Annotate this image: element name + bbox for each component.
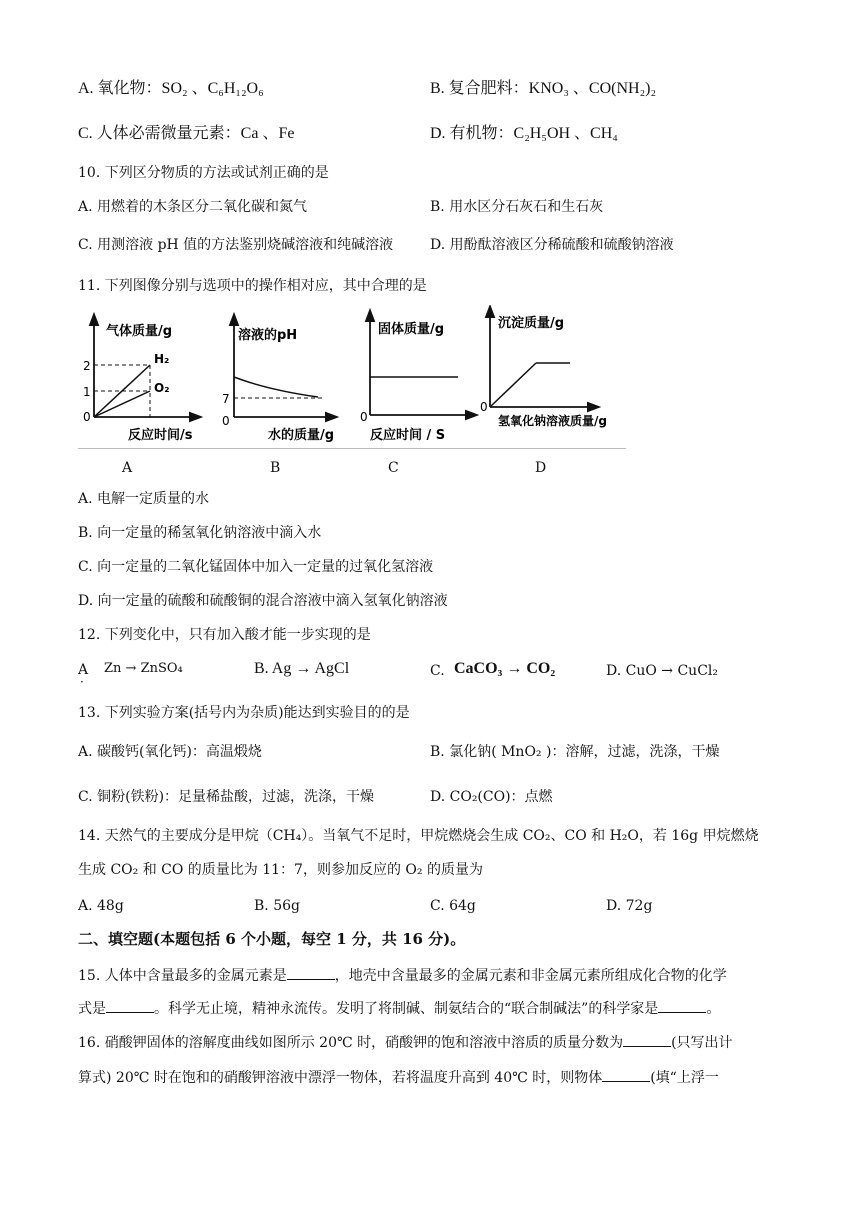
q13-option-a: A. 碳酸钙(氧化钙)：高温煅烧 bbox=[78, 744, 262, 760]
q16-text-2: (只写出计 bbox=[671, 1035, 733, 1051]
q9-option-b: B. 复合肥料：KNO₃ 、CO(NH₂)₂ bbox=[430, 80, 657, 97]
graph-c-ylabel: 固体质量/g bbox=[378, 322, 445, 337]
q14-option-a: A. 48g bbox=[78, 898, 124, 914]
q14-option-b: B. 56g bbox=[254, 898, 300, 914]
q11-option-a: A. 电解一定质量的水 bbox=[78, 491, 210, 507]
q16-blank-2[interactable] bbox=[602, 1067, 650, 1082]
q9-option-c: C. 人体必需微量元素：Ca 、Fe bbox=[78, 125, 295, 142]
q13-option-c: C. 铜粉(铁粉)：足量稀盐酸，过滤，洗涤，干燥 bbox=[78, 789, 375, 805]
q13-option-b: B. 氯化钠( MnO₂ )：溶解，过滤，洗涤，干燥 bbox=[430, 744, 720, 760]
q13-option-d: D. CO₂(CO)：点燃 bbox=[430, 789, 553, 805]
q13-stem: 13. 下列实验方案(括号内为杂质)能达到实验目的的是 bbox=[78, 705, 410, 721]
q11-option-c: C. 向一定量的二氧化锰固体中加入一定量的过氧化氢溶液 bbox=[78, 559, 434, 575]
q15-text-1: 15. 人体中含量最多的金属元素是 bbox=[78, 968, 287, 984]
graph-a-tick-2: 2 bbox=[83, 359, 91, 373]
q12-option-b: B. Ag → AgCl bbox=[254, 660, 350, 677]
graph-b bbox=[222, 319, 334, 443]
q12-stem: 12. 下列变化中，只有加入酸才能一步实现的是 bbox=[78, 627, 371, 643]
graph-c-origin: 0 bbox=[360, 410, 368, 424]
q10-option-c: C. 用测溶液 pH 值的方法鉴别烧碱溶液和纯碱溶液 bbox=[78, 237, 394, 253]
section-heading: 二、填空题(本题包括 6 个小题，每空 1 分，共 16 分)。 bbox=[78, 930, 466, 948]
q15-text-3: 式是 bbox=[78, 1001, 106, 1017]
graph-c bbox=[360, 315, 472, 443]
q15-blank-1[interactable] bbox=[287, 965, 335, 980]
graph-caption-a: A bbox=[122, 460, 133, 476]
graph-a-origin: 0 bbox=[83, 410, 91, 424]
q12-option-a-letter: A bbox=[78, 662, 89, 678]
graph-a-o2-label: O₂ bbox=[154, 381, 170, 395]
graph-b-xlabel: 水的质量/g bbox=[268, 428, 335, 443]
q12-option-d: D. CuO → CuCl₂ bbox=[606, 663, 718, 679]
graph-divider bbox=[78, 448, 626, 449]
q16-text-3: 算式) 20℃ 时在饱和的硝酸钾溶液中漂浮一物体，若将温度升高到 40℃ 时，则物体 bbox=[78, 1070, 603, 1086]
q15-blank-2[interactable] bbox=[106, 998, 154, 1013]
q15-blank-3[interactable] bbox=[658, 998, 706, 1013]
q11-stem: 11. 下列图像分别与选项中的操作相对应，其中合理的是 bbox=[78, 278, 427, 294]
graph-d-ylabel: 沉淀质量/g bbox=[498, 316, 565, 331]
q15-text-2: ，地壳中含量最多的金属元素和非金属元素所组成化合物的化学 bbox=[334, 968, 727, 984]
graph-b-tick-7: 7 bbox=[222, 392, 230, 406]
q16-text-4: (填“上浮一 bbox=[650, 1070, 719, 1086]
q10-option-b: B. 用水区分石灰石和生石灰 bbox=[430, 199, 604, 215]
q14-option-d: D. 72g bbox=[606, 898, 653, 914]
graph-c-xlabel: 反应时间 / S bbox=[370, 428, 446, 443]
q10-stem: 10. 下列区分物质的方法或试剂正确的是 bbox=[78, 165, 329, 181]
q14-option-c: C. 64g bbox=[430, 898, 476, 914]
q14-line2: 生成 CO₂ 和 CO 的质量比为 11：7，则参加反应的 O₂ 的质量为 bbox=[78, 862, 483, 878]
graph-d-xlabel: 氢氧化钠溶液质量/g bbox=[498, 414, 607, 428]
q12-option-c: CaCO₃ → CO₂ bbox=[454, 660, 556, 677]
q16-line2 bbox=[78, 1067, 719, 1088]
q9-option-a: A. 氧化物：SO₂ 、C₆H₁₂O₆ bbox=[78, 80, 264, 97]
graph-caption-d: D bbox=[535, 460, 547, 476]
q11-graphs bbox=[78, 305, 638, 453]
q16-blank-1[interactable] bbox=[623, 1032, 671, 1047]
graph-b-ylabel: 溶液的pH bbox=[238, 328, 298, 343]
graph-a-h2-label: H₂ bbox=[154, 352, 170, 366]
q12-option-a: Zn → ZnSO₄ bbox=[104, 661, 183, 676]
q11-option-d: D. 向一定量的硫酸和硫酸铜的混合溶液中滴入氢氧化钠溶液 bbox=[78, 593, 448, 609]
q15-line1 bbox=[78, 965, 727, 986]
q15-line2 bbox=[78, 998, 720, 1019]
q10-option-d: D. 用酚酞溶液区分稀硫酸和硫酸钠溶液 bbox=[430, 237, 674, 253]
q9-option-d: D. 有机物：C₂H₅OH 、CH₄ bbox=[430, 125, 618, 142]
q10-option-a: A. 用燃着的木条区分二氧化碳和氮气 bbox=[78, 199, 308, 215]
q11-option-b: B. 向一定量的稀氢氧化钠溶液中滴入水 bbox=[78, 525, 322, 541]
q14-line1: 14. 天然气的主要成分是甲烷（CH₄）。当氧气不足时，甲烷燃烧会生成 CO₂、CO 和 H₂O，若 16g 甲烷燃烧 bbox=[78, 828, 759, 844]
graph-a-ylabel: 气体质量/g bbox=[106, 324, 173, 339]
q12-option-c-letter: C. bbox=[430, 663, 445, 679]
graph-caption-c: C bbox=[388, 460, 399, 476]
q16-line1 bbox=[78, 1032, 733, 1053]
graph-a bbox=[83, 319, 196, 443]
q15-text-5: 。 bbox=[706, 1001, 721, 1017]
graph-b-origin: 0 bbox=[222, 414, 230, 428]
graph-caption-b: B bbox=[270, 460, 281, 476]
q16-text-1: 16. 硝酸钾固体的溶解度曲线如图所示 20℃ 时，硝酸钾的饱和溶液中溶质的质量分数为 bbox=[78, 1035, 624, 1051]
q15-text-4: 。科学无止境，精神永流传。发明了将制碱、制氨结合的“联合制碱法”的科学家是 bbox=[154, 1001, 659, 1017]
q12-a-dot: · bbox=[80, 675, 84, 689]
graph-d-origin: 0 bbox=[480, 400, 488, 414]
graph-a-tick-1: 1 bbox=[83, 385, 91, 399]
graph-a-xlabel: 反应时间/s bbox=[128, 428, 193, 443]
graph-d bbox=[480, 311, 607, 428]
